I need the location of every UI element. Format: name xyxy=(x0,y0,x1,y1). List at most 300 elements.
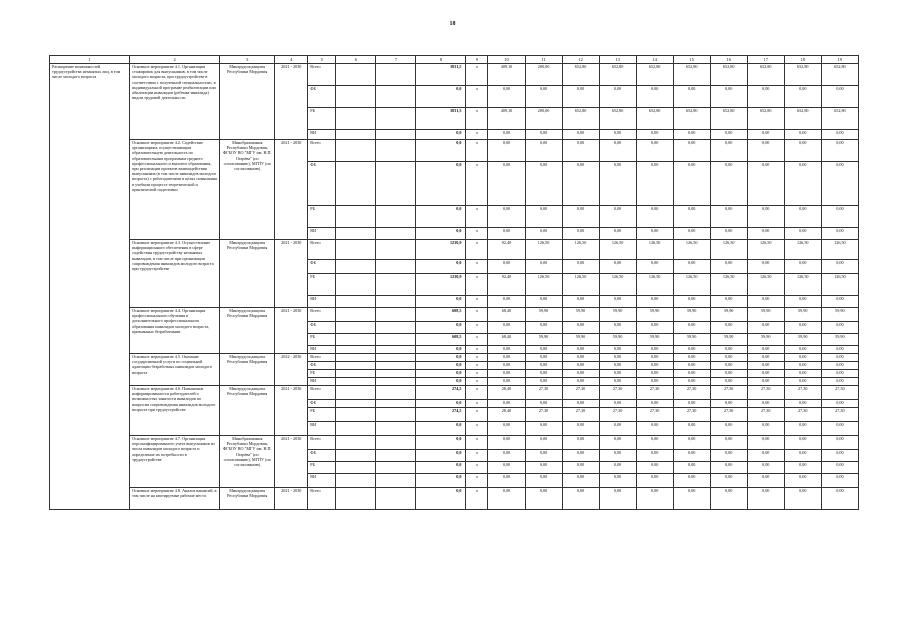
year-amount-cell: 0,00 xyxy=(784,400,821,408)
total-amount-cell: 0,0 xyxy=(416,86,466,108)
funding-source-cell: ФБ xyxy=(308,162,336,206)
year-amount-cell: 200,00 xyxy=(525,64,562,86)
year-amount-cell: 0,00 xyxy=(747,462,784,474)
year-amount-cell: 0,00 xyxy=(821,260,858,274)
table-body xyxy=(50,56,859,510)
year-amount-cell: 0,00 xyxy=(562,378,599,386)
executor-cell: Минобразования Республики Мордовия, ФГБОУ ВО "МГУ им. Н.П. Огарёва" (по согласованию), МГПУ (по согласованию) xyxy=(220,140,275,240)
year-amount-cell: 0,00 xyxy=(599,362,636,370)
period-cell: 2021 - 2030 xyxy=(275,488,308,510)
year-amount-cell: 0,00 xyxy=(747,436,784,450)
year-amount-cell: 0,00 xyxy=(562,322,599,334)
funding-source-cell: РБ xyxy=(308,274,336,296)
funding-source-cell: ФБ xyxy=(308,260,336,274)
year-amount-cell: 0,00 xyxy=(821,86,858,108)
total-amount-cell: 0,0 xyxy=(416,488,466,510)
empty-cell xyxy=(376,140,416,162)
year-amount-cell: 0,00 xyxy=(710,362,747,370)
table-row xyxy=(50,354,859,362)
empty-cell xyxy=(336,422,376,436)
year-amount-cell: 27,30 xyxy=(673,408,710,422)
empty-cell xyxy=(336,296,376,308)
year-amount-cell: 126,50 xyxy=(525,274,562,296)
year-amount-cell: 0,00 xyxy=(784,362,821,370)
funding-source-cell: ФБ xyxy=(308,450,336,462)
year-amount-cell: 0,00 xyxy=(710,228,747,240)
funding-source-cell: ВИ xyxy=(308,346,336,354)
total-amount-cell: 0,0 xyxy=(416,228,466,240)
year-amount-cell: 0,00 xyxy=(821,140,858,162)
year-amount-cell: 0,00 xyxy=(673,322,710,334)
year-amount-cell: 0,00 xyxy=(636,228,673,240)
header-number-cell: 7 xyxy=(376,56,416,64)
year-amount-cell: 0,00 xyxy=(636,450,673,462)
empty-cell xyxy=(376,362,416,370)
year-amount-cell: 0,00 xyxy=(562,228,599,240)
year-amount-cell: 0,00 xyxy=(488,474,525,488)
total-amount-cell: 0,0 xyxy=(416,162,466,206)
year-amount-cell: 0,00 xyxy=(525,296,562,308)
year-amount-cell: 0,00 xyxy=(747,206,784,228)
table-row xyxy=(50,308,859,322)
x-cell: x xyxy=(466,422,488,436)
year-amount-cell: 0,00 xyxy=(673,86,710,108)
total-amount-cell: 0,0 xyxy=(416,322,466,334)
year-amount-cell: 59,90 xyxy=(636,334,673,346)
year-amount-cell: 0,00 xyxy=(636,488,673,510)
funding-source-cell: ВИ xyxy=(308,130,336,140)
year-amount-cell: 0,00 xyxy=(821,400,858,408)
empty-cell xyxy=(336,462,376,474)
funding-source-cell: Всего xyxy=(308,308,336,322)
year-amount-cell: 0,00 xyxy=(747,228,784,240)
year-amount-cell: 0,00 xyxy=(488,130,525,140)
year-amount-cell: 0,00 xyxy=(488,162,525,206)
year-amount-cell: 0,00 xyxy=(747,450,784,462)
year-amount-cell: 0,00 xyxy=(636,296,673,308)
x-cell: x xyxy=(466,436,488,450)
total-amount-cell: 0,0 xyxy=(416,462,466,474)
year-amount-cell: 0,00 xyxy=(636,462,673,474)
year-amount-cell: 27,30 xyxy=(784,408,821,422)
measure-title-cell: Основное мероприятие 4.8. Анализ вакансий, в том числе на квотируемые рабочие места xyxy=(130,488,220,510)
year-amount-cell: 0,00 xyxy=(784,130,821,140)
year-amount-cell: 0,00 xyxy=(562,474,599,488)
year-amount-cell: 59,90 xyxy=(525,334,562,346)
funding-source-cell: РБ xyxy=(308,108,336,130)
year-amount-cell: 0,00 xyxy=(562,346,599,354)
year-amount-cell: 0,00 xyxy=(747,322,784,334)
year-amount-cell: 59,90 xyxy=(821,308,858,322)
year-amount-cell: 0,00 xyxy=(821,206,858,228)
year-amount-cell: 0,00 xyxy=(562,436,599,450)
funding-source-cell: РБ xyxy=(308,206,336,228)
empty-cell xyxy=(376,400,416,408)
year-amount-cell: 68,40 xyxy=(488,334,525,346)
x-cell: x xyxy=(466,130,488,140)
total-amount-cell: 608,5 xyxy=(416,334,466,346)
funding-source-cell: ВИ xyxy=(308,474,336,488)
year-amount-cell: 0,00 xyxy=(562,130,599,140)
year-amount-cell: 59,90 xyxy=(673,308,710,322)
year-amount-cell: 0,00 xyxy=(747,86,784,108)
year-amount-cell: 0,00 xyxy=(821,436,858,450)
x-cell: x xyxy=(466,108,488,130)
measure-title-cell: Основное мероприятие 4.3. Осуществление информационного обеспечения в сфере содействия трудоустройству незанятых инвалидов, в том числе при организации сопровождения инвалидов молодого возраста при трудоустройстве xyxy=(130,240,220,308)
header-number-cell: 6 xyxy=(336,56,376,64)
empty-cell xyxy=(376,334,416,346)
year-amount-cell: 652,80 xyxy=(562,108,599,130)
year-amount-cell: 0,00 xyxy=(525,488,562,510)
year-amount-cell: 59,90 xyxy=(636,308,673,322)
header-number-cell: 4 xyxy=(275,56,308,64)
year-amount-cell: 0,00 xyxy=(747,260,784,274)
year-amount-cell: 0,00 xyxy=(673,400,710,408)
year-amount-cell: 0,00 xyxy=(488,378,525,386)
x-cell: x xyxy=(466,206,488,228)
empty-cell xyxy=(336,436,376,450)
total-amount-cell: 0,0 xyxy=(416,370,466,378)
year-amount-cell: 652,80 xyxy=(636,108,673,130)
year-amount-cell: 0,00 xyxy=(784,260,821,274)
empty-cell xyxy=(376,450,416,462)
year-amount-cell: 0,00 xyxy=(710,450,747,462)
financing-table-container xyxy=(49,55,859,632)
year-amount-cell: 0,00 xyxy=(784,488,821,510)
year-amount-cell: 28,40 xyxy=(488,386,525,400)
empty-cell xyxy=(336,130,376,140)
empty-cell xyxy=(376,474,416,488)
empty-cell xyxy=(336,322,376,334)
x-cell: x xyxy=(466,64,488,86)
header-number-cell: 18 xyxy=(784,56,821,64)
year-amount-cell: 0,00 xyxy=(562,86,599,108)
year-amount-cell: 27,30 xyxy=(710,386,747,400)
x-cell: x xyxy=(466,386,488,400)
x-cell: x xyxy=(466,322,488,334)
year-amount-cell: 126,50 xyxy=(636,274,673,296)
year-amount-cell: 652,80 xyxy=(673,64,710,86)
period-cell: 2021 - 2030 xyxy=(275,436,308,488)
year-amount-cell: 409,10 xyxy=(488,108,525,130)
empty-cell xyxy=(336,308,376,322)
year-amount-cell: 0,00 xyxy=(636,378,673,386)
year-amount-cell: 0,00 xyxy=(488,296,525,308)
empty-cell xyxy=(336,488,376,510)
year-amount-cell: 0,00 xyxy=(562,260,599,274)
header-number-cell: 3 xyxy=(220,56,275,64)
empty-cell xyxy=(336,362,376,370)
year-amount-cell: 0,00 xyxy=(599,86,636,108)
year-amount-cell: 0,00 xyxy=(562,370,599,378)
year-amount-cell: 0,00 xyxy=(673,296,710,308)
year-amount-cell: 59,90 xyxy=(710,334,747,346)
year-amount-cell: 0,00 xyxy=(636,260,673,274)
year-amount-cell: 59,90 xyxy=(599,308,636,322)
year-amount-cell: 0,00 xyxy=(747,140,784,162)
x-cell: x xyxy=(466,162,488,206)
year-amount-cell: 0,00 xyxy=(636,400,673,408)
empty-cell xyxy=(376,228,416,240)
empty-cell xyxy=(336,378,376,386)
year-amount-cell: 0,00 xyxy=(821,462,858,474)
header-number-cell: 2 xyxy=(130,56,220,64)
funding-source-cell: ВИ xyxy=(308,378,336,386)
year-amount-cell: 0,00 xyxy=(599,370,636,378)
year-amount-cell: 0,00 xyxy=(488,86,525,108)
year-amount-cell: 0,00 xyxy=(488,346,525,354)
year-amount-cell: 68,40 xyxy=(488,308,525,322)
year-amount-cell: 0,00 xyxy=(673,488,710,510)
year-amount-cell: 652,80 xyxy=(784,108,821,130)
year-amount-cell: 0,00 xyxy=(821,322,858,334)
year-amount-cell: 0,00 xyxy=(784,162,821,206)
year-amount-cell: 0,00 xyxy=(599,260,636,274)
period-cell: 2021 - 2030 xyxy=(275,386,308,436)
x-cell: x xyxy=(466,334,488,346)
empty-cell xyxy=(336,240,376,260)
year-amount-cell: 0,00 xyxy=(562,296,599,308)
year-amount-cell: 0,00 xyxy=(710,378,747,386)
year-amount-cell: 126,50 xyxy=(562,240,599,260)
year-amount-cell: 0,00 xyxy=(784,228,821,240)
year-amount-cell: 0,00 xyxy=(747,400,784,408)
x-cell: x xyxy=(466,240,488,260)
year-amount-cell: 126,50 xyxy=(710,240,747,260)
year-amount-cell: 0,00 xyxy=(525,474,562,488)
measure-title-cell: Основное мероприятие 4.1. Организация стажировок для выпускников, в том числе молодого возраста, при трудоустройстве в соответствии с полученной специальностью, в индивидуальной программе реабилитации или абилитации инвалидов (ребенка-инвалида) видом трудовой деятельности xyxy=(130,64,220,140)
year-amount-cell: 0,00 xyxy=(784,436,821,450)
year-amount-cell: 27,30 xyxy=(821,408,858,422)
year-amount-cell: 27,30 xyxy=(562,408,599,422)
empty-cell xyxy=(336,274,376,296)
table-row xyxy=(50,488,859,510)
measure-title-cell: Основное мероприятие 4.2. Содействие организациям, осуществляющим образовательную деятельность по образовательным программам среднего профессионального и высшего образования, при реализации проектов взаимодействия выпускников (в том числе инвалидов молодого возраста) с работодателями в целях повышения в учебном процессе теоретической и практической подготовки xyxy=(130,140,220,240)
table-row xyxy=(50,64,859,86)
header-number-cell: 13 xyxy=(599,56,636,64)
year-amount-cell: 0,00 xyxy=(599,140,636,162)
year-amount-cell: 0,00 xyxy=(525,378,562,386)
executor-cell: Минтрудсоцзащиты Республики Мордовия xyxy=(220,308,275,354)
empty-cell xyxy=(336,450,376,462)
year-amount-cell: 0,00 xyxy=(710,296,747,308)
year-amount-cell: 0,00 xyxy=(673,354,710,362)
x-cell: x xyxy=(466,140,488,162)
year-amount-cell: 0,00 xyxy=(599,228,636,240)
year-amount-cell: 0,00 xyxy=(710,86,747,108)
year-amount-cell: 0,00 xyxy=(636,346,673,354)
header-number-cell: 16 xyxy=(710,56,747,64)
empty-cell xyxy=(376,308,416,322)
x-cell: x xyxy=(466,488,488,510)
year-amount-cell: 0,00 xyxy=(821,370,858,378)
year-amount-cell: 0,00 xyxy=(562,162,599,206)
year-amount-cell: 27,30 xyxy=(821,386,858,400)
year-amount-cell: 0,00 xyxy=(673,378,710,386)
empty-cell xyxy=(336,370,376,378)
empty-cell xyxy=(376,346,416,354)
year-amount-cell: 0,00 xyxy=(599,354,636,362)
empty-cell xyxy=(336,346,376,354)
year-amount-cell: 0,00 xyxy=(636,86,673,108)
year-amount-cell: 0,00 xyxy=(525,400,562,408)
empty-cell xyxy=(376,274,416,296)
year-amount-cell: 0,00 xyxy=(488,436,525,450)
year-amount-cell: 0,00 xyxy=(710,322,747,334)
year-amount-cell: 27,30 xyxy=(747,386,784,400)
empty-cell xyxy=(376,378,416,386)
empty-cell xyxy=(376,422,416,436)
total-amount-cell: 0,0 xyxy=(416,130,466,140)
period-cell: 2022 - 2030 xyxy=(275,354,308,386)
empty-cell xyxy=(376,296,416,308)
total-amount-cell: 0,0 xyxy=(416,260,466,274)
funding-source-cell: ВИ xyxy=(308,296,336,308)
x-cell: x xyxy=(466,408,488,422)
year-amount-cell: 0,00 xyxy=(747,422,784,436)
year-amount-cell: 0,00 xyxy=(673,140,710,162)
x-cell: x xyxy=(466,462,488,474)
year-amount-cell: 0,00 xyxy=(747,346,784,354)
year-amount-cell: 0,00 xyxy=(673,462,710,474)
header-number-cell: 17 xyxy=(747,56,784,64)
year-amount-cell: 200,00 xyxy=(525,108,562,130)
x-cell: x xyxy=(466,400,488,408)
header-number-cell: 12 xyxy=(562,56,599,64)
year-amount-cell: 0,00 xyxy=(525,354,562,362)
funding-source-cell: Всего xyxy=(308,436,336,450)
total-amount-cell: 0,0 xyxy=(416,400,466,408)
year-amount-cell: 27,30 xyxy=(599,408,636,422)
year-amount-cell: 0,00 xyxy=(784,86,821,108)
executor-cell: Минтрудсоцзащиты Республики Мордовия xyxy=(220,64,275,140)
executor-cell: Минтрудсоцзащиты Республики Мордовия xyxy=(220,386,275,436)
funding-source-cell: Всего xyxy=(308,488,336,510)
empty-cell xyxy=(336,334,376,346)
total-amount-cell: 0,0 xyxy=(416,206,466,228)
empty-cell xyxy=(376,240,416,260)
year-amount-cell: 0,00 xyxy=(673,206,710,228)
year-amount-cell: 0,00 xyxy=(525,206,562,228)
year-amount-cell: 0,00 xyxy=(599,474,636,488)
total-amount-cell: 0,0 xyxy=(416,378,466,386)
header-number-cell: 19 xyxy=(821,56,858,64)
year-amount-cell: 0,00 xyxy=(710,354,747,362)
task-cell: Расширение возможностей трудоустройства незанятых лиц, в том числе молодого возраста xyxy=(50,64,130,510)
x-cell: x xyxy=(466,308,488,322)
funding-source-cell: РБ xyxy=(308,462,336,474)
year-amount-cell: 0,00 xyxy=(784,462,821,474)
year-amount-cell: 0,00 xyxy=(562,462,599,474)
year-amount-cell: 0,00 xyxy=(784,296,821,308)
empty-cell xyxy=(376,370,416,378)
x-cell: x xyxy=(466,346,488,354)
year-amount-cell: 0,00 xyxy=(488,422,525,436)
year-amount-cell: 0,00 xyxy=(599,462,636,474)
year-amount-cell: 0,00 xyxy=(562,140,599,162)
year-amount-cell: 27,30 xyxy=(525,408,562,422)
year-amount-cell: 0,00 xyxy=(821,346,858,354)
period-cell: 2021 - 2030 xyxy=(275,140,308,240)
empty-cell xyxy=(336,228,376,240)
x-cell: x xyxy=(466,296,488,308)
funding-source-cell: ФБ xyxy=(308,362,336,370)
empty-cell xyxy=(376,408,416,422)
year-amount-cell: 0,00 xyxy=(710,260,747,274)
table-row xyxy=(50,140,859,162)
empty-cell xyxy=(336,206,376,228)
funding-source-cell: Всего xyxy=(308,354,336,362)
year-amount-cell: 0,00 xyxy=(784,422,821,436)
empty-cell xyxy=(376,462,416,474)
year-amount-cell: 0,00 xyxy=(710,130,747,140)
year-amount-cell: 0,00 xyxy=(562,450,599,462)
year-amount-cell: 126,50 xyxy=(710,274,747,296)
year-amount-cell: 0,00 xyxy=(821,228,858,240)
empty-cell xyxy=(376,130,416,140)
x-cell: x xyxy=(466,274,488,296)
year-amount-cell: 0,00 xyxy=(821,488,858,510)
empty-cell xyxy=(376,322,416,334)
empty-cell xyxy=(376,260,416,274)
year-amount-cell: 0,00 xyxy=(784,378,821,386)
period-cell: 2021 - 2030 xyxy=(275,240,308,308)
year-amount-cell: 0,00 xyxy=(710,462,747,474)
year-amount-cell: 0,00 xyxy=(599,378,636,386)
year-amount-cell: 0,00 xyxy=(599,322,636,334)
total-amount-cell: 0,0 xyxy=(416,140,466,162)
year-amount-cell: 59,90 xyxy=(710,308,747,322)
year-amount-cell: 652,80 xyxy=(562,64,599,86)
year-amount-cell: 126,50 xyxy=(599,240,636,260)
year-amount-cell: 0,00 xyxy=(747,296,784,308)
year-amount-cell: 0,00 xyxy=(562,206,599,228)
year-amount-cell: 0,00 xyxy=(488,362,525,370)
empty-cell xyxy=(376,354,416,362)
total-amount-cell: 3831,5 xyxy=(416,108,466,130)
x-cell: x xyxy=(466,260,488,274)
year-amount-cell: 0,00 xyxy=(636,474,673,488)
year-amount-cell: 0,00 xyxy=(821,362,858,370)
executor-cell: Минтрудсоцзащиты Республики Мордовия xyxy=(220,240,275,308)
year-amount-cell: 0,00 xyxy=(747,474,784,488)
x-cell: x xyxy=(466,86,488,108)
empty-cell xyxy=(336,86,376,108)
year-amount-cell: 0,00 xyxy=(673,260,710,274)
year-amount-cell: 0,00 xyxy=(784,140,821,162)
total-amount-cell: 274,5 xyxy=(416,408,466,422)
empty-cell xyxy=(376,162,416,206)
table-row xyxy=(50,240,859,260)
x-cell: x xyxy=(466,378,488,386)
year-amount-cell: 0,00 xyxy=(525,322,562,334)
year-amount-cell: 27,30 xyxy=(747,408,784,422)
total-amount-cell: 0,0 xyxy=(416,354,466,362)
period-cell: 2021 - 2030 xyxy=(275,308,308,354)
year-amount-cell: 0,00 xyxy=(673,362,710,370)
year-amount-cell: 0,00 xyxy=(488,370,525,378)
year-amount-cell: 0,00 xyxy=(636,436,673,450)
year-amount-cell: 59,90 xyxy=(784,308,821,322)
year-amount-cell: 0,00 xyxy=(636,370,673,378)
year-amount-cell: 0,00 xyxy=(673,228,710,240)
year-amount-cell: 0,00 xyxy=(636,362,673,370)
year-amount-cell: 0,00 xyxy=(673,436,710,450)
executor-cell: Минтрудсоцзащиты Республики Мордовия xyxy=(220,488,275,510)
year-amount-cell: 0,00 xyxy=(673,162,710,206)
year-amount-cell: 126,50 xyxy=(784,240,821,260)
measure-title-cell: Основное мероприятие 4.4. Организация профессионального обучения и дополнительного профессионального образования инвалидов молодого возраста, признанных безработными xyxy=(130,308,220,354)
